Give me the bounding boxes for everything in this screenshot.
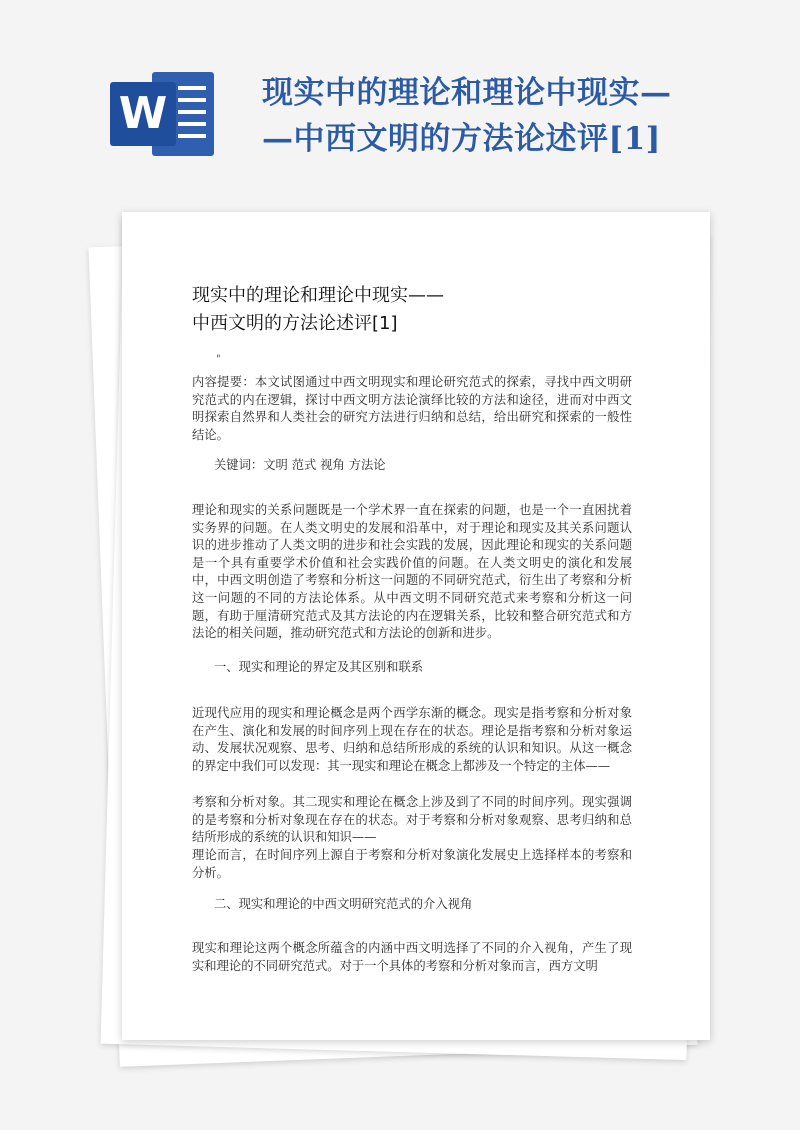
intro-paragraph: 理论和现实的关系问题既是一个学术界一直在探索的问题，也是一个一直困扰着实务界的问题。在人类文明史的发展和沿革中，对于理论和现实及其关系问题认识的进步推动了人类文明的进步和社会实践的发展，因此理论和现实的关系问题是一个具有重要学术价值和社会实践价值的问题。在人类文明史的演化和发展中，中西文明创造了考察和分析这一问题的不同研究范式，衍生出了考察和分析这一问题的不同的方法论体系。从中西文明不同研究范式来考察和分析这一问题，有助于厘清研究范式及其方法论的内在逻辑关系，比较和整合研究范式和方法论的相关问题，推动研究范式和方法论的创新和进步。	[192, 503, 632, 641]
section2-paragraph-1: 现实和理论这两个概念所蕴含的内涵中西文明选择了不同的介入视角，产生了现实和理论的不同研究范式。对于一个具体的考察和分析对象而言，西方文明	[192, 941, 632, 973]
section1-paragraph-2: 考察和分析对象。其二现实和理论在概念上涉及到了不同的时间序列。现实强调的是考察和分析对象现在存在的状态。对于考察和分析对象观察、思考归纳和总结所形成的系统的认识和知识——	[192, 795, 632, 845]
word-badge-icon: W	[110, 82, 176, 146]
quote-mark: "	[216, 354, 221, 365]
banner-title-line2: —中西文明的方法论述评[1]	[262, 121, 661, 157]
document-title-line2: 中西文明的方法论述评[1]	[192, 313, 398, 334]
document-page	[122, 212, 710, 1040]
section1-paragraph-1: 近现代应用的现实和理论概念是两个西学东渐的概念。现实是指考察和分析对象在产生、演化和发展的时间序列上现在存在的状态。理论是指考察和分析对象运动、发展状况观察、思考、归纳和总结所形成的系统的认识和知识。从这一概念的界定中我们可以发现：其一现实和理论在概念上都涉及一个特定的主体——	[192, 706, 632, 773]
abstract-paragraph: 内容提要：本文试图通过中西文明现实和理论研究范式的探索，寻找中西文明研究范式的内在逻辑，探讨中西文明方法论演绎比较的方法和途径，进而对中西文明探索自然界和人类社会的研究方法进行归纳和总结，给出研究和探索的一般性结论。	[192, 375, 632, 442]
banner-title-line1: 现实中的理论和理论中现实—	[262, 75, 672, 111]
word-app-icon	[110, 72, 214, 156]
banner-title	[262, 70, 702, 162]
document-title-line1: 现实中的理论和理论中现实——	[192, 285, 444, 306]
section1-paragraph-3: 理论而言，在时间序列上源自于考察和分析对象演化发展史上选择样本的考察和分析。	[192, 848, 632, 880]
document-title	[192, 282, 444, 338]
section-heading-1: 一、现实和理论的界定及其区别和联系	[214, 660, 424, 674]
section-heading-2: 二、现实和理论的中西文明研究范式的介入视角	[214, 897, 473, 911]
keywords-line: 关键词：文明 范式 视角 方法论	[214, 458, 386, 472]
